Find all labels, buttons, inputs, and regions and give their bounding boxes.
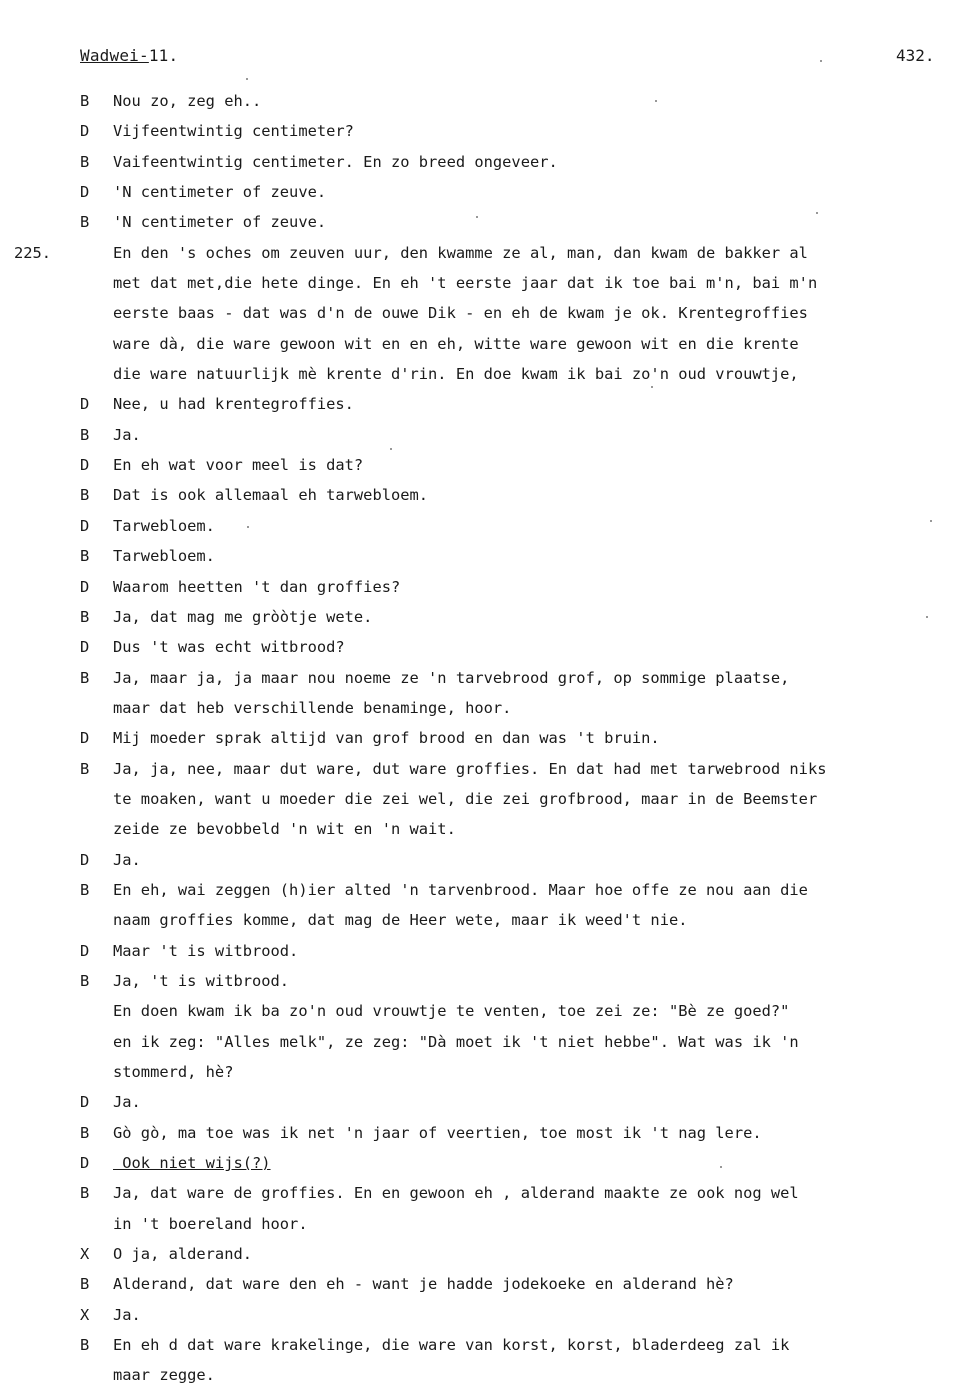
utterance-text: Ja. [113, 1305, 141, 1324]
speaker-label: B [80, 668, 90, 687]
utterance-text: Tarwebloem. [113, 516, 215, 535]
utterance-text: Ja, maar ja, ja maar nou noeme ze 'n tarvebrood grof, op sommige plaatse, [113, 668, 790, 687]
utterance-text: En eh, wai zeggen (h)ier alted 'n tarvenbrood. Maar hoe offe ze nou aan die [113, 880, 808, 899]
utterance-text: maar dat heb verschillende benaminge, hoor. [113, 698, 512, 717]
transcript-line [0, 632, 973, 662]
speaker-label: D [80, 456, 90, 475]
utterance-text: met dat met,die hete dinge. En eh 't eerste jaar dat ik toe bai m'n, bai m'n [113, 274, 818, 293]
speaker-label: B [80, 880, 90, 899]
transcript-line [0, 1148, 973, 1178]
utterance-text: maar zegge. [113, 1366, 215, 1385]
speaker-label: B [80, 152, 90, 171]
utterance-text: Dat is ook allemaal eh tarwebloem. [113, 486, 429, 505]
utterance-text: En doen kwam ik ba zo'n oud vrouwtje te venten, toe zei ze: "Bè ze goed?" [113, 1002, 790, 1021]
transcript-line [0, 905, 973, 935]
speaker-label: D [80, 395, 90, 414]
scan-speck [247, 526, 249, 528]
speaker-label: B [80, 971, 90, 990]
transcript-line [0, 1269, 973, 1299]
speaker-label: B [80, 1336, 90, 1355]
utterance-text: Vaifeentwintig centimeter. En zo breed ongeveer. [113, 152, 558, 171]
utterance-text: Dus 't was echt witbrood? [113, 638, 345, 657]
scan-speck [820, 60, 822, 62]
utterance-text: en ik zeg: "Alles melk", ze zeg: "Dà moet ik 't niet hebbe". Wat was ik 'n [113, 1032, 799, 1051]
utterance-text: Vijfeentwintig centimeter? [113, 122, 354, 141]
speaker-label: X [80, 1245, 90, 1264]
transcript-line [0, 1087, 973, 1117]
utterance-text: Nee, u had krentegroffies. [113, 395, 354, 414]
utterance-text: O ja, alderand. [113, 1245, 252, 1264]
scan-speck [246, 78, 248, 80]
transcript-line [0, 996, 973, 1026]
utterance-text: En eh d dat ware krakelinge, die ware van korst, korst, bladerdeeg zal ik [113, 1336, 790, 1355]
utterance-text: 'N centimeter of zeuve. [113, 183, 327, 202]
speaker-label: D [80, 183, 90, 202]
scan-speck [655, 100, 657, 102]
scan-speck [816, 212, 818, 214]
utterance-text: Tarwebloem. [113, 547, 215, 566]
transcript-line [0, 1330, 973, 1360]
transcript-line [0, 420, 973, 450]
utterance-text: 'N centimeter of zeuve. [113, 213, 327, 232]
utterance-text: Maar 't is witbrood. [113, 941, 299, 960]
scan-speck [720, 1166, 722, 1168]
transcript-line [0, 450, 973, 480]
utterance-text: Ja, 't is witbrood. [113, 971, 290, 990]
speaker-label: X [80, 1305, 90, 1324]
utterance-text: te moaken, want u moeder die zei wel, die zei grofbrood, maar in de Beemster [113, 789, 818, 808]
speaker-label: D [80, 941, 90, 960]
transcript-line [0, 116, 973, 146]
utterance-text: Gò gò, ma toe was ik net 'n jaar of veertien, toe most ik 't nag lere. [113, 1123, 762, 1142]
transcript-line [0, 207, 973, 237]
speaker-label: B [80, 92, 90, 110]
speaker-label: B [80, 759, 90, 778]
utterance-text: En eh wat voor meel is dat? [113, 456, 364, 475]
transcript-line [0, 966, 973, 996]
speaker-label: D [80, 638, 90, 657]
utterance-text: En den 's oches om zeuven uur, den kwamme ze al, man, dan kwam de bakker al [113, 243, 808, 262]
speaker-label: B [80, 607, 90, 626]
transcript-line [0, 238, 973, 268]
speaker-label: B [80, 1123, 90, 1142]
transcript-line [0, 572, 973, 602]
margin-line-number: 225. [14, 243, 52, 262]
utterance-text: Ja, ja, nee, maar dut ware, dut ware groffies. En dat had met tarwebrood niks [113, 759, 827, 778]
scan-speck [930, 520, 932, 522]
speaker-label: B [80, 547, 90, 566]
utterance-text: in 't boereland hoor. [113, 1214, 308, 1233]
transcript-line [0, 754, 973, 784]
utterance-text: Mij moeder sprak altijd van grof brood en dan was 't bruin. [113, 729, 660, 748]
utterance-text: Alderand, dat ware den eh - want je hadde jodekoeke en alderand hè? [113, 1275, 734, 1294]
utterance-text: stommerd, hè? [113, 1063, 234, 1081]
transcript-line [0, 693, 973, 723]
transcript-line [0, 480, 973, 510]
speaker-label: B [80, 486, 90, 505]
transcript-line [0, 359, 973, 389]
document-id-prefix: Wadwei- [80, 46, 149, 65]
transcript-line [0, 663, 973, 693]
transcript-line [0, 723, 973, 753]
utterance-text: Ja, dat ware de groffies. En en gewoon eh , alderand maakte ze ook nog wel [113, 1184, 799, 1203]
transcript-line [0, 1360, 973, 1390]
speaker-label: D [80, 122, 90, 141]
speaker-label: D [80, 850, 90, 869]
transcript-line [0, 814, 973, 844]
utterance-text: zeide ze bevobbeld 'n wit en 'n wait. [113, 820, 456, 839]
scan-speck [926, 616, 928, 618]
scan-speck [651, 386, 653, 388]
speaker-label: D [80, 1093, 90, 1112]
transcript-line [0, 177, 973, 207]
document-id-suffix: 11. [148, 46, 179, 65]
transcript [0, 86, 973, 1391]
transcript-line [0, 541, 973, 571]
document-id [80, 46, 178, 65]
speaker-label: B [80, 425, 90, 444]
transcript-line [0, 1209, 973, 1239]
utterance-text: eerste baas - dat was d'n de ouwe Dik - en eh de kwam je ok. Krentegroffies [113, 304, 808, 323]
utterance-text: naam groffies komme, dat mag de Heer wete, maar ik weed't nie. [113, 911, 688, 930]
speaker-label: B [80, 213, 90, 232]
transcript-line [0, 845, 973, 875]
speaker-label: B [80, 1184, 90, 1203]
utterance-text: die ware natuurlijk mè krente d'rin. En doe kwam ik bai zo'n oud vrouwtje, [113, 365, 799, 384]
transcript-line [0, 602, 973, 632]
utterance-text: Ja. [113, 1093, 141, 1112]
transcript-line [0, 875, 973, 905]
speaker-label: B [80, 1275, 90, 1294]
transcript-line [0, 1178, 973, 1208]
transcript-line [0, 511, 973, 541]
scan-speck [476, 216, 478, 218]
transcript-line [0, 86, 973, 116]
speaker-label: D [80, 1154, 90, 1173]
utterance-text: ware dà, die ware gewoon wit en en eh, witte ware gewoon wit en die krente [113, 334, 799, 353]
speaker-label: D [80, 577, 90, 596]
transcript-line [0, 784, 973, 814]
transcript-line [0, 1118, 973, 1148]
transcript-line [0, 1300, 973, 1330]
transcript-line [0, 298, 973, 328]
utterance-text: Nou zo, zeg eh.. [113, 92, 262, 110]
speaker-label: D [80, 516, 90, 535]
transcript-line [0, 329, 973, 359]
speaker-label: D [80, 729, 90, 748]
utterance-text: Waarom heetten 't dan groffies? [113, 577, 401, 596]
transcript-line [0, 1057, 973, 1087]
transcript-line [0, 1027, 973, 1057]
utterance-text: Ook niet wijs(?) [113, 1154, 271, 1173]
scan-speck [390, 448, 392, 450]
utterance-text: Ja, dat mag me gròòtje wete. [113, 607, 373, 626]
utterance-text: Ja. [113, 850, 141, 869]
transcript-line [0, 1239, 973, 1269]
transcript-line [0, 268, 973, 298]
page-number: 432. [896, 46, 935, 65]
transcript-line [0, 389, 973, 419]
transcript-line [0, 147, 973, 177]
transcript-line [0, 936, 973, 966]
utterance-text: Ja. [113, 425, 141, 444]
